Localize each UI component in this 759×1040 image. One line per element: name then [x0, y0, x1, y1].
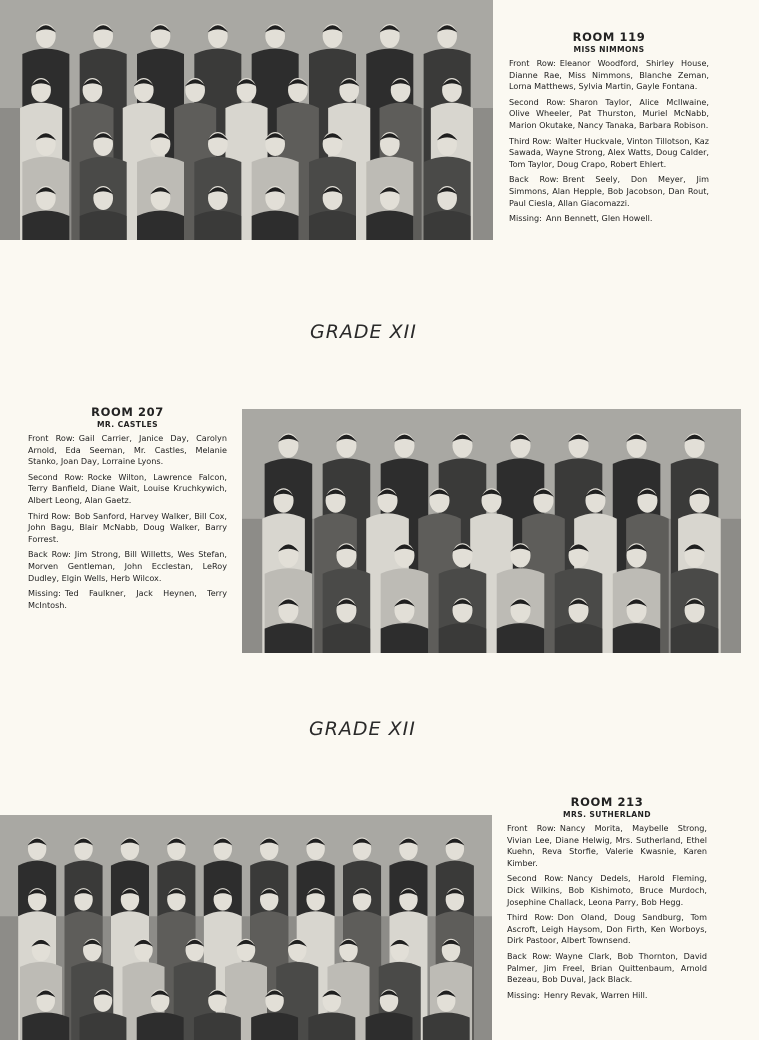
person-body — [366, 1012, 413, 1040]
room-207-front-row: Front Row: Gail Carrier, Janice Day, Carolyn Arnold, Eda Seeman, Mr. Castles, Melanie Stanko, Joan Day, Lorraine Lyons. — [28, 433, 227, 467]
person-body — [439, 623, 487, 653]
room-119-title: ROOM 119 — [572, 30, 646, 44]
person-body — [671, 623, 719, 653]
room-213-third-row: Third Row: Don Oland, Doug Sandburg, Tom Ascroft, Leigh Haysom, Don Firth, Ken Worboys, Dirk Pastoor, Albert Townsend. — [507, 912, 707, 946]
room-213-teacher: MRS. SUTHERLAND — [563, 810, 651, 819]
person-body — [366, 211, 413, 240]
class-photo-room-213-image — [0, 815, 492, 1040]
grade-heading-1: GRADE XII — [310, 321, 417, 343]
room-119-back-row: Back Row: Brent Seely, Don Meyer, Jim Simmons, Alan Hepple, Bob Jacobson, Dan Rout, Paul Ciesla, Allan Giacomazzi. — [509, 174, 710, 208]
class-photo-room-213 — [0, 815, 492, 1040]
grade-heading-2: GRADE XII — [309, 718, 416, 740]
class-photo-room-119-image — [0, 0, 493, 240]
room-213-second-row: Second Row: Nancy Dedels, Harold Fleming, Dick Wilkins, Bob Kishimoto, Bruce Murdoch, Josephine Challack, Leona Parry, Bob Hegg. — [507, 873, 707, 907]
person-body — [613, 623, 661, 653]
class-photo-room-119 — [0, 0, 493, 240]
room-213-caption — [507, 795, 707, 1005]
person-body — [194, 1012, 241, 1040]
room-213-missing: Missing: Henry Revak, Warren Hill. — [507, 989, 648, 1000]
person-body — [423, 1012, 470, 1040]
class-photo-room-207 — [242, 409, 741, 653]
room-119-second-row: Second Row: Sharon Taylor, Alice McIlwaine, Olive Wheeler, Pat Thurston, Muriel McNabb, Marion Okutake, Nancy Tanaka, Barbara Robison. — [509, 96, 709, 130]
person-body — [424, 211, 471, 240]
room-119-front-row: Front Row: Eleanor Woodford, Shirley House, Dianne Rae, Miss Nimmons, Blanche Zeman, Lorna Matthews, Sylvia Martin, Gayle Fontana. — [509, 58, 709, 92]
room-119-caption — [509, 30, 709, 229]
room-207-teacher: MR. CASTLES — [96, 420, 159, 429]
person-body — [308, 1012, 355, 1040]
room-213-front-row: Front Row: Nancy Morita, Maybelle Strong, Vivian Lee, Diane Helwig, Mrs. Sutherland, Ethel Kuehn, Reva Storfie, Valerie Kwasnie, Karen Kimber. — [507, 823, 707, 868]
person-body — [137, 211, 184, 240]
person-body — [309, 211, 356, 240]
person-body — [323, 623, 371, 653]
room-213-back-row: Back Row: Wayne Clark, Bob Thornton, David Palmer, Jim Freel, Brian Quittenbaum, Arnold Bezeau, Bob Duval, Jack Black. — [507, 950, 707, 985]
room-207-missing: Missing: Ted Faulkner, Jack Heynen, Terry McIntosh. — [28, 588, 227, 610]
person-body — [251, 1012, 298, 1040]
person-body — [80, 1012, 127, 1040]
room-213-title: ROOM 213 — [570, 795, 644, 809]
person-body — [252, 211, 299, 240]
person-body — [137, 1012, 184, 1040]
room-207-second-row: Second Row: Rocke Wilton, Lawrence Falcon, Terry Banfield, Diane Wait, Louise Kruchkywich, Albert Leong, Alan Gaetz. — [28, 471, 227, 505]
room-207-back-row: Back Row: Jim Strong, Bill Willetts, Wes Stefan, Morven Gentleman, John Ecclestan, LeRoy Dudley, Elgin Wells, Herb Wilcox. — [28, 549, 227, 583]
room-119-missing: Missing: Ann Bennett, Glen Howell. — [509, 213, 653, 224]
person-body — [265, 623, 313, 653]
person-body — [80, 211, 127, 240]
person-body — [497, 623, 545, 653]
person-body — [22, 1012, 69, 1040]
room-207-third-row: Third Row: Bob Sanford, Harvey Walker, Bill Cox, John Bagu, Blair McNabb, Doug Walker, Barry Forrest. — [28, 510, 227, 544]
room-119-third-row: Third Row: Walter Huckvale, Vinton Tillotson, Kaz Sawada, Wayne Strong, Alex Watts, Doug Calder, Tom Taylor, Doug Crapo, Robert Ehlert. — [509, 135, 709, 169]
room-119-teacher: MISS NIMMONS — [573, 45, 645, 54]
room-207-title: ROOM 207 — [91, 405, 164, 419]
person-body — [194, 211, 241, 240]
person-body — [381, 623, 429, 653]
class-photo-room-207-image — [242, 409, 741, 653]
person-body — [555, 623, 603, 653]
room-207-caption — [28, 405, 227, 615]
person-body — [22, 211, 69, 240]
